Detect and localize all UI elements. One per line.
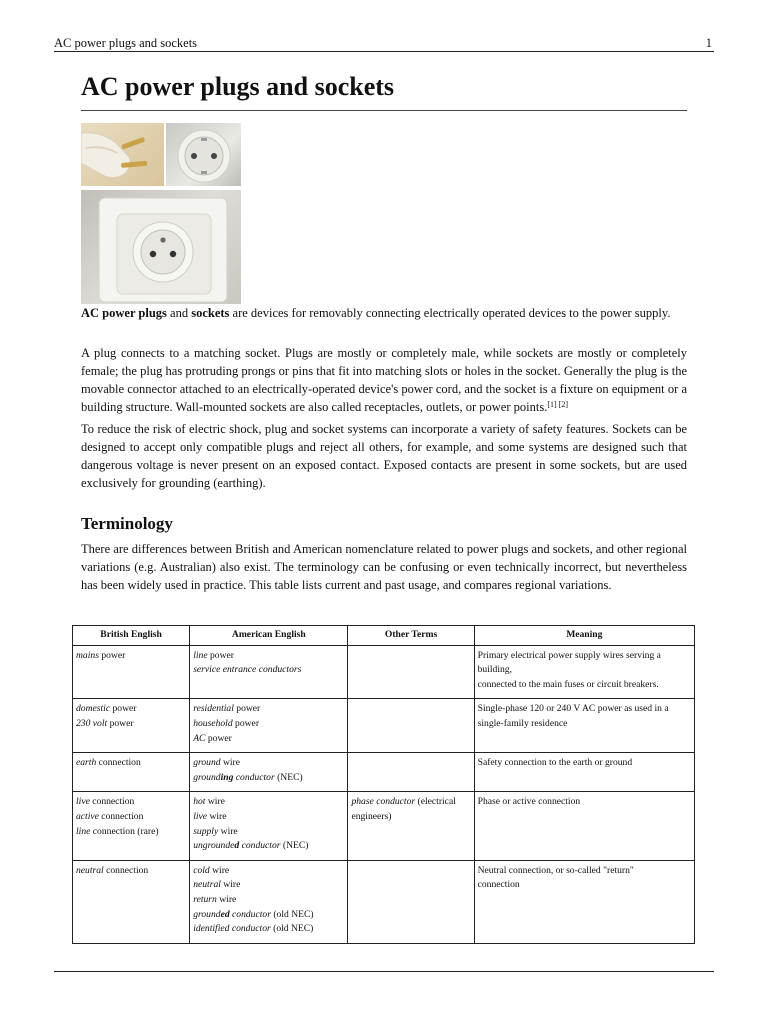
- cell-other: phase conductor (electrical engineers): [348, 792, 474, 860]
- french-wall-socket-photo: [81, 190, 241, 304]
- schuko-socket-photo: [166, 123, 241, 186]
- citation-refs[interactable]: [1] [2]: [547, 400, 568, 409]
- table-row: [73, 753, 695, 792]
- intro-paragraph-2: A plug connects to a matching socket. Plugs are mostly or completely male, while sockets are mostly or completely female; the plug has protruding prongs or pins that fit into matching slots or holes in the socket. Generally the plug is the movable connector attached to an electrically-operated device's power cord, and the socket is a fixture on equipment or a building structure. Wall-mounted sockets are also called receptacles, outlets, or power points.[1] [2]: [81, 346, 687, 414]
- cell-american: residential power household power AC power: [190, 699, 348, 753]
- header-rule: [54, 51, 714, 52]
- cell-british: earth connection: [73, 753, 190, 792]
- intro-paragraph-3: To reduce the risk of electric shock, plug and socket systems can incorporate a variety of safety features. Sockets can be designed to accept only compatible plugs and reject all others, for example, and some systems are designed such that dangerous voltage is never present on an exposed contact. Exposed contacts are present in some sockets, but are used exclusively for grounding (earthing).: [81, 422, 687, 490]
- footer-rule: [54, 971, 714, 972]
- table-row: [73, 645, 695, 699]
- cell-other: [348, 645, 474, 699]
- cell-british: domestic power 230 volt power: [73, 699, 190, 753]
- terminology-table: [72, 625, 695, 944]
- intro-paragraph-1: AC power plugs and sockets are devices for removably connecting electrically operated devices to the power supply.: [81, 306, 671, 320]
- running-header: [54, 36, 714, 51]
- table-header: Meaning: [474, 626, 694, 646]
- table-header-row: [73, 626, 695, 646]
- table-row: [73, 860, 695, 943]
- section-heading-terminology: Terminology: [81, 514, 173, 533]
- page-title: AC power plugs and sockets: [81, 72, 395, 101]
- cell-british: live connection active connection line connection (rare): [73, 792, 190, 860]
- cell-american: cold wire neutral wire return wire grounded conductor (old NEC) identified conductor (old NEC): [190, 860, 348, 943]
- table-header: American English: [190, 626, 348, 646]
- table-row: [73, 699, 695, 753]
- plug-photo: [81, 123, 164, 186]
- cell-american: line power service entrance conductors: [190, 645, 348, 699]
- title-rule: [81, 110, 687, 111]
- cell-meaning: Safety connection to the earth or ground: [474, 753, 694, 792]
- cell-british: neutral connection: [73, 860, 190, 943]
- cell-other: [348, 753, 474, 792]
- page-number: 1: [705, 36, 712, 50]
- cell-british: mains power: [73, 645, 190, 699]
- terminology-paragraph: There are differences between British and American nomenclature related to power plugs and sockets, and other regional variations (e.g. Australian) also exist. The terminology can be confusing or even technically incorrect, but nevertheless has been widely used in practice. This table lists current and past usage, and compares regional variations.: [81, 542, 687, 592]
- cell-american: ground wire grounding conductor (NEC): [190, 753, 348, 792]
- cell-meaning: Phase or active connection: [474, 792, 694, 860]
- cell-other: [348, 699, 474, 753]
- table-row: [73, 792, 695, 860]
- term-sockets: sockets: [191, 306, 230, 320]
- table-header: Other Terms: [348, 626, 474, 646]
- term-ac-power-plugs: AC power plugs: [81, 306, 167, 320]
- running-header-title: AC power plugs and sockets: [54, 36, 198, 50]
- cell-meaning: Single-phase 120 or 240 V AC power as used in a single-family residence: [474, 699, 694, 753]
- cell-other: [348, 860, 474, 943]
- cell-meaning: Primary electrical power supply wires serving a building, connected to the main fuses or circuit breakers.: [474, 645, 694, 699]
- cell-meaning: Neutral connection, or so-called "return" connection: [474, 860, 694, 943]
- table-header: British English: [73, 626, 190, 646]
- cell-american: hot wire live wire supply wire ungrounded conductor (NEC): [190, 792, 348, 860]
